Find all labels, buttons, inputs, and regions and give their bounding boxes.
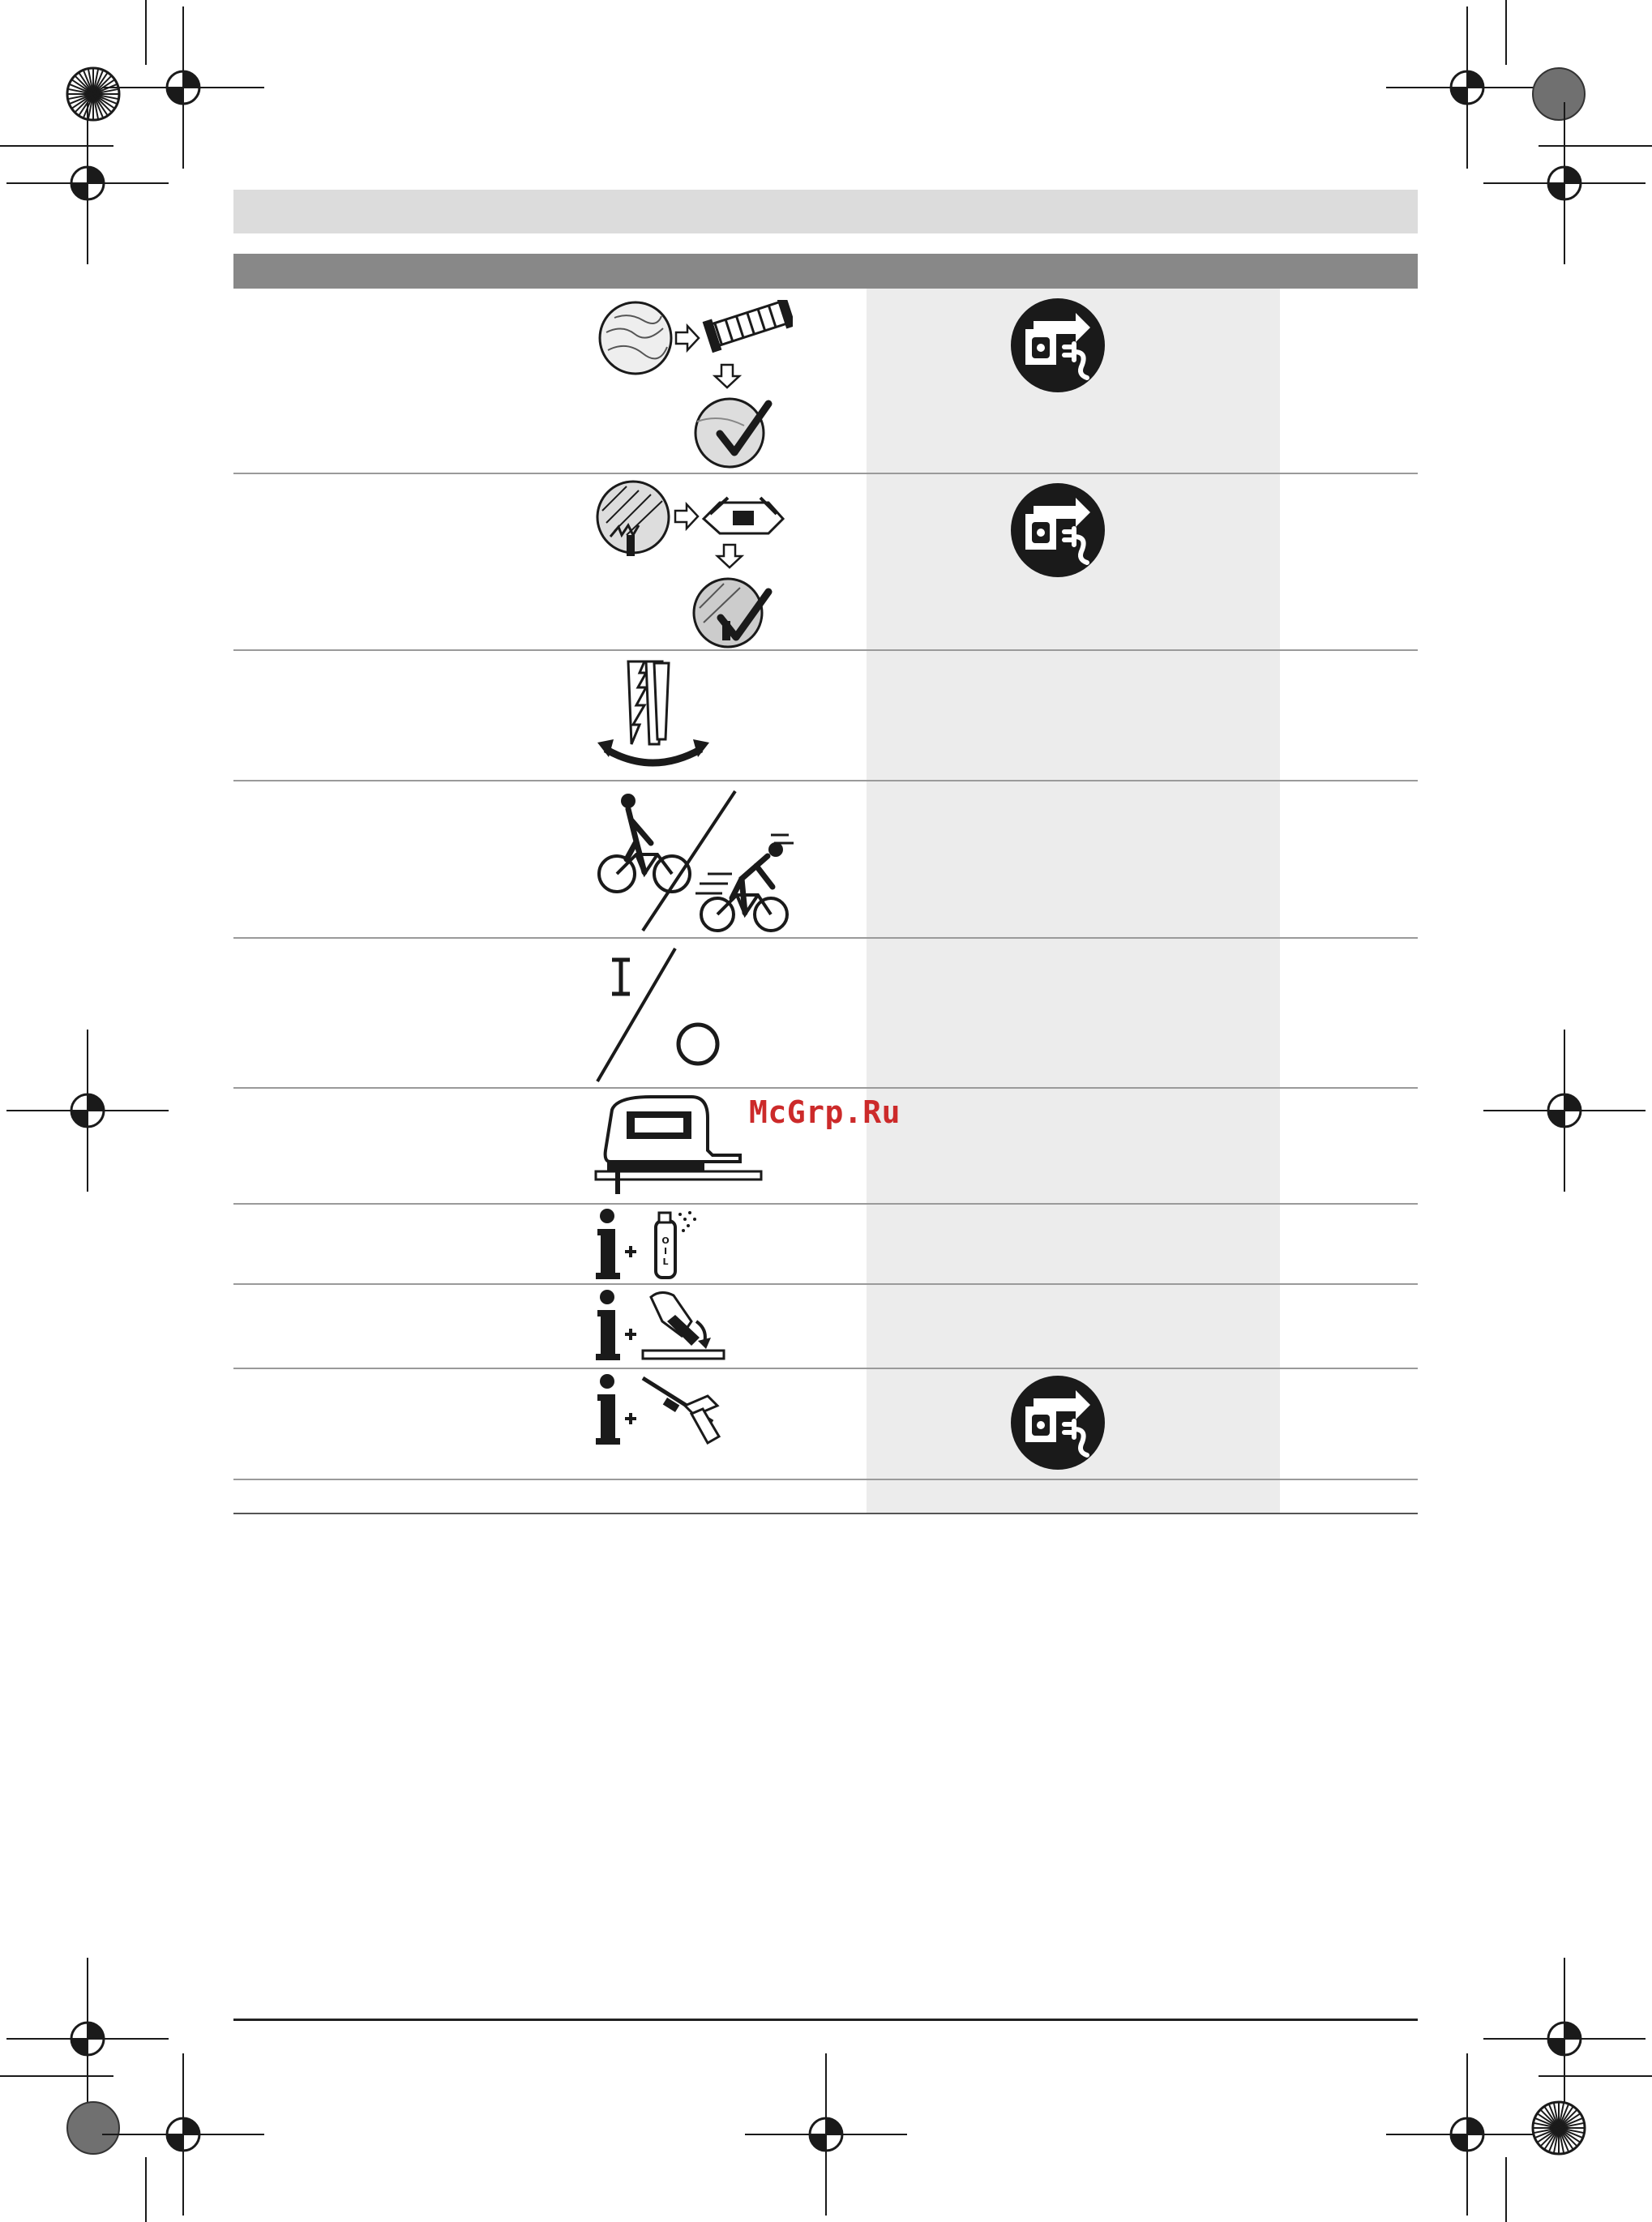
row-divider [233,1479,1418,1480]
blade-pendulum-swing-icon [596,655,717,777]
row-divider [233,1283,1418,1285]
symbol-table [233,289,1418,1514]
row-divider [233,1203,1418,1205]
svg-text:L: L [662,1257,669,1267]
jigsaw-on-workpiece-icon [594,1094,764,1199]
slow-fast-cyclist-icon [594,785,805,935]
row-divider [233,473,1418,474]
row-divider [233,937,1418,939]
info-oil-spray-icon [594,1208,716,1282]
svg-text:I: I [663,1246,668,1257]
footer-rule [233,2019,1418,2021]
row-divider [233,649,1418,651]
unplug-plug-icon [1009,1374,1106,1471]
splinter-guard-icon [594,478,793,649]
on-off-switch-icon [594,944,732,1085]
svg-text:O: O [661,1235,670,1246]
row-divider [233,1368,1418,1369]
row-divider [233,780,1418,781]
unplug-plug-icon [1009,482,1106,579]
info-base-plate-tilt-icon [594,1289,732,1366]
watermark-text: McGrp.Ru [749,1094,901,1130]
row-divider [233,1087,1418,1089]
table-bottom-line [233,1513,1418,1514]
info-parallel-guide-icon [594,1373,732,1450]
table-header-bar [233,254,1418,289]
header-bar [233,190,1418,233]
unplug-plug-icon [1009,297,1106,394]
blade-guard-wood-cut-icon [598,300,793,470]
